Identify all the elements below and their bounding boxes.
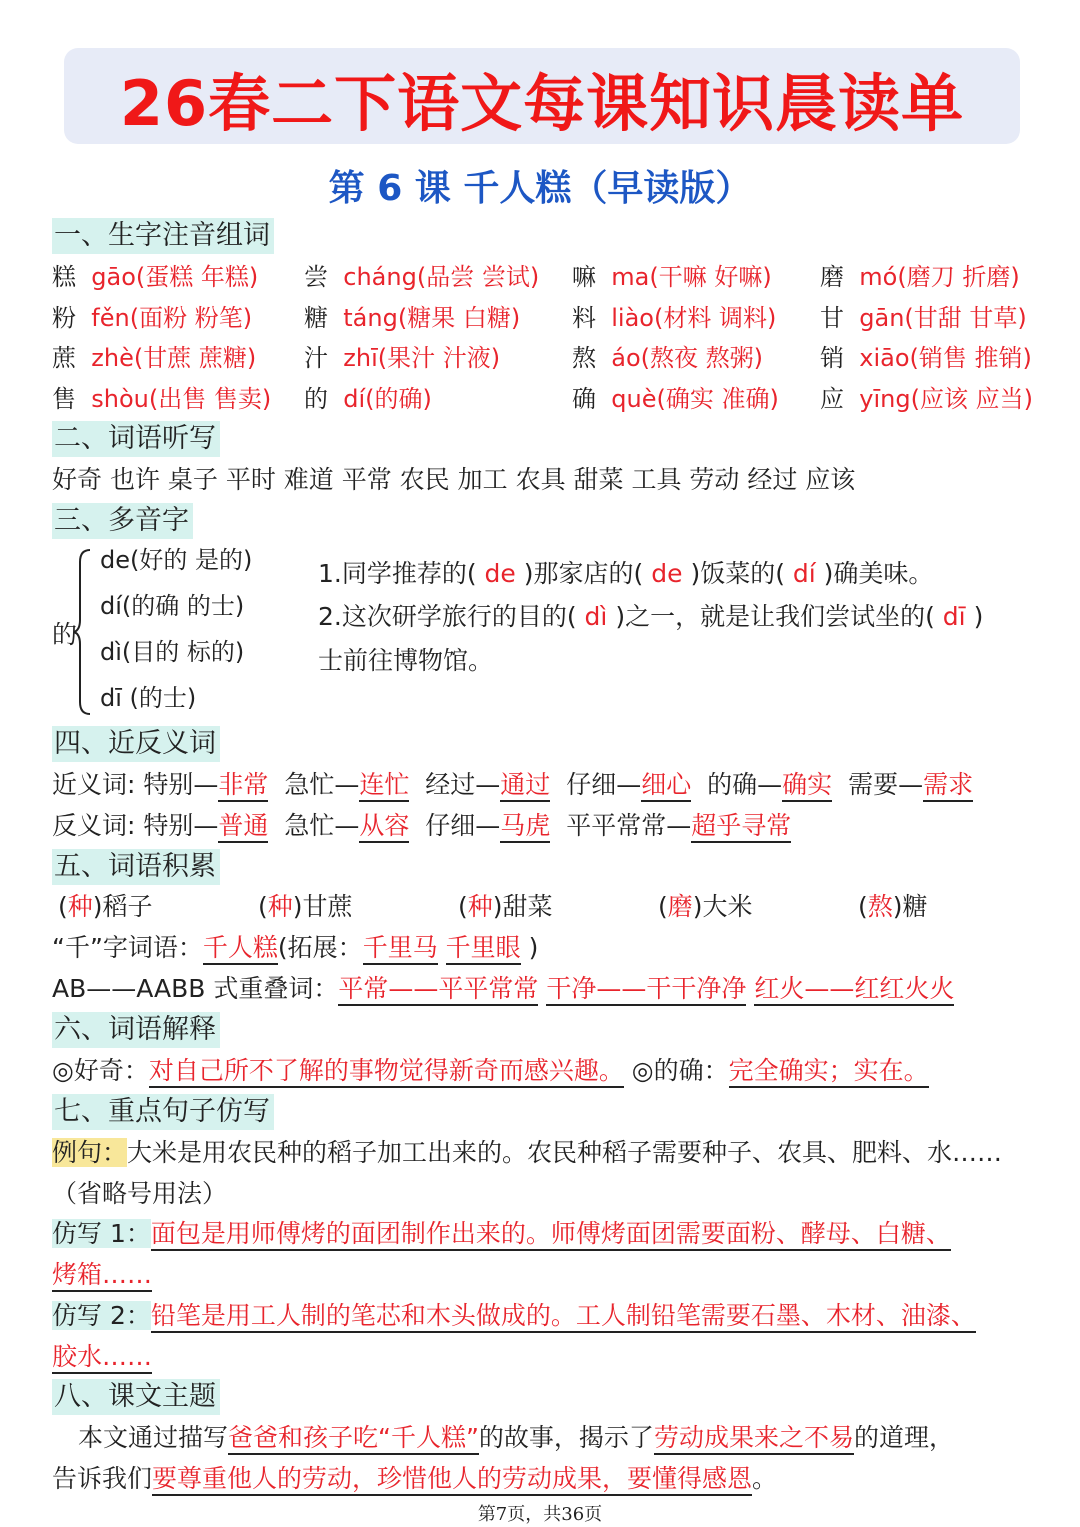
vocab-pinyin: xiāo bbox=[859, 344, 910, 372]
vocab-words: (磨刀 折磨) bbox=[897, 263, 1020, 291]
page-footer: 第7页，共36页 bbox=[477, 1504, 603, 1525]
section-7-title: 七、重点句子仿写 bbox=[52, 1094, 274, 1130]
section-8-title: 八、课文主题 bbox=[52, 1379, 220, 1415]
title-banner bbox=[64, 48, 1020, 144]
vocab-item bbox=[820, 259, 1020, 295]
vocab-item bbox=[572, 300, 776, 336]
word-accum-1: (种)稻子 bbox=[58, 892, 153, 921]
vocab-item bbox=[52, 300, 252, 336]
word-accum-5: (熬)糖 bbox=[858, 892, 928, 921]
theme-line-2: 告诉我们要尊重他人的劳动，珍惜他人的劳动成果，要懂得感恩。 bbox=[52, 1461, 777, 1497]
polyphone-question-2-cont: 士前往博物馆。 bbox=[318, 646, 494, 675]
vocab-item bbox=[820, 300, 1027, 336]
vocab-pinyin: zhī bbox=[343, 344, 378, 372]
vocab-char: 糖 bbox=[304, 304, 328, 332]
vocab-words: (甘甜 甘草) bbox=[904, 304, 1027, 332]
section-2-title: 二、词语听写 bbox=[52, 421, 220, 457]
vocab-char: 应 bbox=[820, 385, 844, 413]
vocab-pinyin: cháng bbox=[343, 263, 417, 291]
brace-icon bbox=[74, 548, 92, 716]
polyphone-reading: dī (的士) bbox=[100, 684, 197, 712]
vocab-words: (干嘛 好嘛) bbox=[649, 263, 772, 291]
vocab-char: 的 bbox=[304, 385, 328, 413]
vocab-item bbox=[820, 381, 1033, 417]
imitation-1-cont: 烤箱…… bbox=[52, 1257, 152, 1293]
vocab-char: 料 bbox=[572, 304, 596, 332]
vocab-pinyin: yīng bbox=[859, 385, 911, 413]
vocab-char: 确 bbox=[572, 385, 596, 413]
vocab-words: (确实 准确) bbox=[656, 385, 779, 413]
section-3-title: 三、多音字 bbox=[52, 503, 193, 539]
vocab-item bbox=[572, 340, 763, 376]
vocab-item bbox=[820, 340, 1032, 376]
dictation-words: 好奇 也许 桌子 平时 难道 平常 农民 加工 农具 甜菜 工具 劳动 经过 应该 bbox=[52, 465, 856, 494]
vocab-words: (糖果 白糖) bbox=[397, 304, 521, 332]
vocab-pinyin: gān bbox=[859, 304, 905, 332]
vocab-words: (的确) bbox=[365, 385, 432, 413]
vocab-char: 售 bbox=[52, 385, 76, 413]
vocab-char: 甘 bbox=[820, 304, 844, 332]
vocab-words: (品尝 尝试) bbox=[416, 263, 540, 291]
aabb-words-line: AB——AABB 式重叠词：平常——平平常常 干净——干干净净 红火——红红火火 bbox=[52, 971, 954, 1007]
lesson-title: 第 6 课 千人糕（早读版） bbox=[328, 168, 752, 209]
vocab-words: (熬夜 熬粥) bbox=[640, 344, 764, 372]
vocab-words: (蛋糕 年糕) bbox=[135, 263, 259, 291]
vocab-char: 糕 bbox=[52, 263, 76, 291]
polyphone-question-1: 1.同学推荐的( de )那家店的( de )饭菜的( dí )确美味。 bbox=[318, 559, 934, 588]
polyphone-reading: de(好的 是的) bbox=[100, 546, 253, 574]
antonyms-line: 反义词: 特别—普通 急忙—从容 仔细—马虎 平平常常—超乎寻常 bbox=[52, 808, 791, 844]
section-6-title: 六、词语解释 bbox=[52, 1012, 220, 1048]
vocab-char: 熬 bbox=[572, 344, 596, 372]
word-accum-2: (种)甘蔗 bbox=[258, 892, 353, 921]
imitation-2: 仿写 2：铅笔是用工人制的笔芯和木头做成的。工人制铅笔需要石墨、木材、油漆、 bbox=[52, 1298, 976, 1334]
vocab-words: (面粉 粉笔) bbox=[129, 304, 253, 332]
vocab-pinyin: mó bbox=[859, 263, 898, 291]
vocab-item bbox=[52, 259, 258, 295]
synonyms-line: 近义词: 特别—非常 急忙—连忙 经过—通过 仔细—细心 的确—确实 需要—需求 bbox=[52, 767, 973, 803]
vocab-item bbox=[304, 381, 432, 417]
section-5-title: 五、词语积累 bbox=[52, 849, 220, 885]
vocab-words: (出售 售卖) bbox=[148, 385, 272, 413]
vocab-char: 蔗 bbox=[52, 344, 76, 372]
vocab-pinyin: dí bbox=[343, 385, 366, 413]
vocab-pinyin: zhè bbox=[91, 344, 134, 372]
section-1-title: 一、生字注音组词 bbox=[52, 218, 274, 254]
imitation-1: 仿写 1：面包是用师傅烤的面团制作出来的。师傅烤面团需要面粉、酵母、白糖、 bbox=[52, 1216, 951, 1252]
vocab-char: 尝 bbox=[304, 263, 328, 291]
example-sentence: 例句：大米是用农民种的稻子加工出来的。农民种稻子需要种子、农具、肥料、水…… bbox=[52, 1138, 1003, 1167]
vocab-words: (销售 推销) bbox=[909, 344, 1032, 372]
vocab-item bbox=[572, 381, 779, 417]
vocab-item bbox=[572, 259, 772, 295]
example-note: （省略号用法） bbox=[52, 1179, 228, 1208]
vocab-char: 嘛 bbox=[572, 263, 596, 291]
vocab-pinyin: shòu bbox=[91, 385, 149, 413]
vocab-item bbox=[52, 381, 271, 417]
vocab-char: 粉 bbox=[52, 304, 76, 332]
definitions-line: ◎好奇：对自己所不了解的事物觉得新奇而感兴趣。 ◎的确：完全确实；实在。 bbox=[52, 1053, 929, 1089]
vocab-words: (果汁 汁液) bbox=[377, 344, 501, 372]
vocab-char: 销 bbox=[820, 344, 844, 372]
section-4-title: 四、近反义词 bbox=[52, 726, 220, 762]
qian-words-line: “千”字词语：千人糕(拓展：千里马 千里眼 ) bbox=[52, 930, 538, 966]
page-title: 26春二下语文每课知识晨读单 bbox=[119, 67, 965, 140]
vocab-char: 磨 bbox=[820, 263, 844, 291]
vocab-words: (应该 应当) bbox=[910, 385, 1033, 413]
vocab-pinyin: què bbox=[611, 385, 657, 413]
vocab-char: 汁 bbox=[304, 344, 328, 372]
vocab-item bbox=[52, 340, 256, 376]
vocab-item bbox=[304, 259, 539, 295]
polyphone-reading: dì(目的 标的) bbox=[100, 638, 245, 666]
vocab-pinyin: táng bbox=[343, 304, 398, 332]
word-accum-3: (种)甜菜 bbox=[458, 892, 553, 921]
vocab-pinyin: liào bbox=[611, 304, 654, 332]
vocab-words: (甘蔗 蔗糖) bbox=[133, 344, 257, 372]
vocab-words: (材料 调料) bbox=[654, 304, 777, 332]
vocab-item bbox=[304, 300, 520, 336]
vocab-pinyin: gāo bbox=[91, 263, 136, 291]
polyphone-reading: dí(的确 的士) bbox=[100, 592, 245, 620]
word-accum-4: (磨)大米 bbox=[658, 892, 753, 921]
vocab-pinyin: fěn bbox=[91, 304, 130, 332]
vocab-item bbox=[304, 340, 500, 376]
imitation-2-cont: 胶水…… bbox=[52, 1339, 152, 1375]
vocab-pinyin: ma bbox=[611, 263, 650, 291]
polyphone-question-2: 2.这次研学旅行的目的( dì )之一，就是让我们尝试坐的( dī ) bbox=[318, 602, 984, 631]
theme-line-1: 本文通过描写爸爸和孩子吃“千人糕”的故事，揭示了劳动成果来之不易的道理， bbox=[78, 1420, 954, 1456]
vocab-pinyin: áo bbox=[611, 344, 641, 372]
polyphone-char: 的 bbox=[52, 620, 78, 649]
